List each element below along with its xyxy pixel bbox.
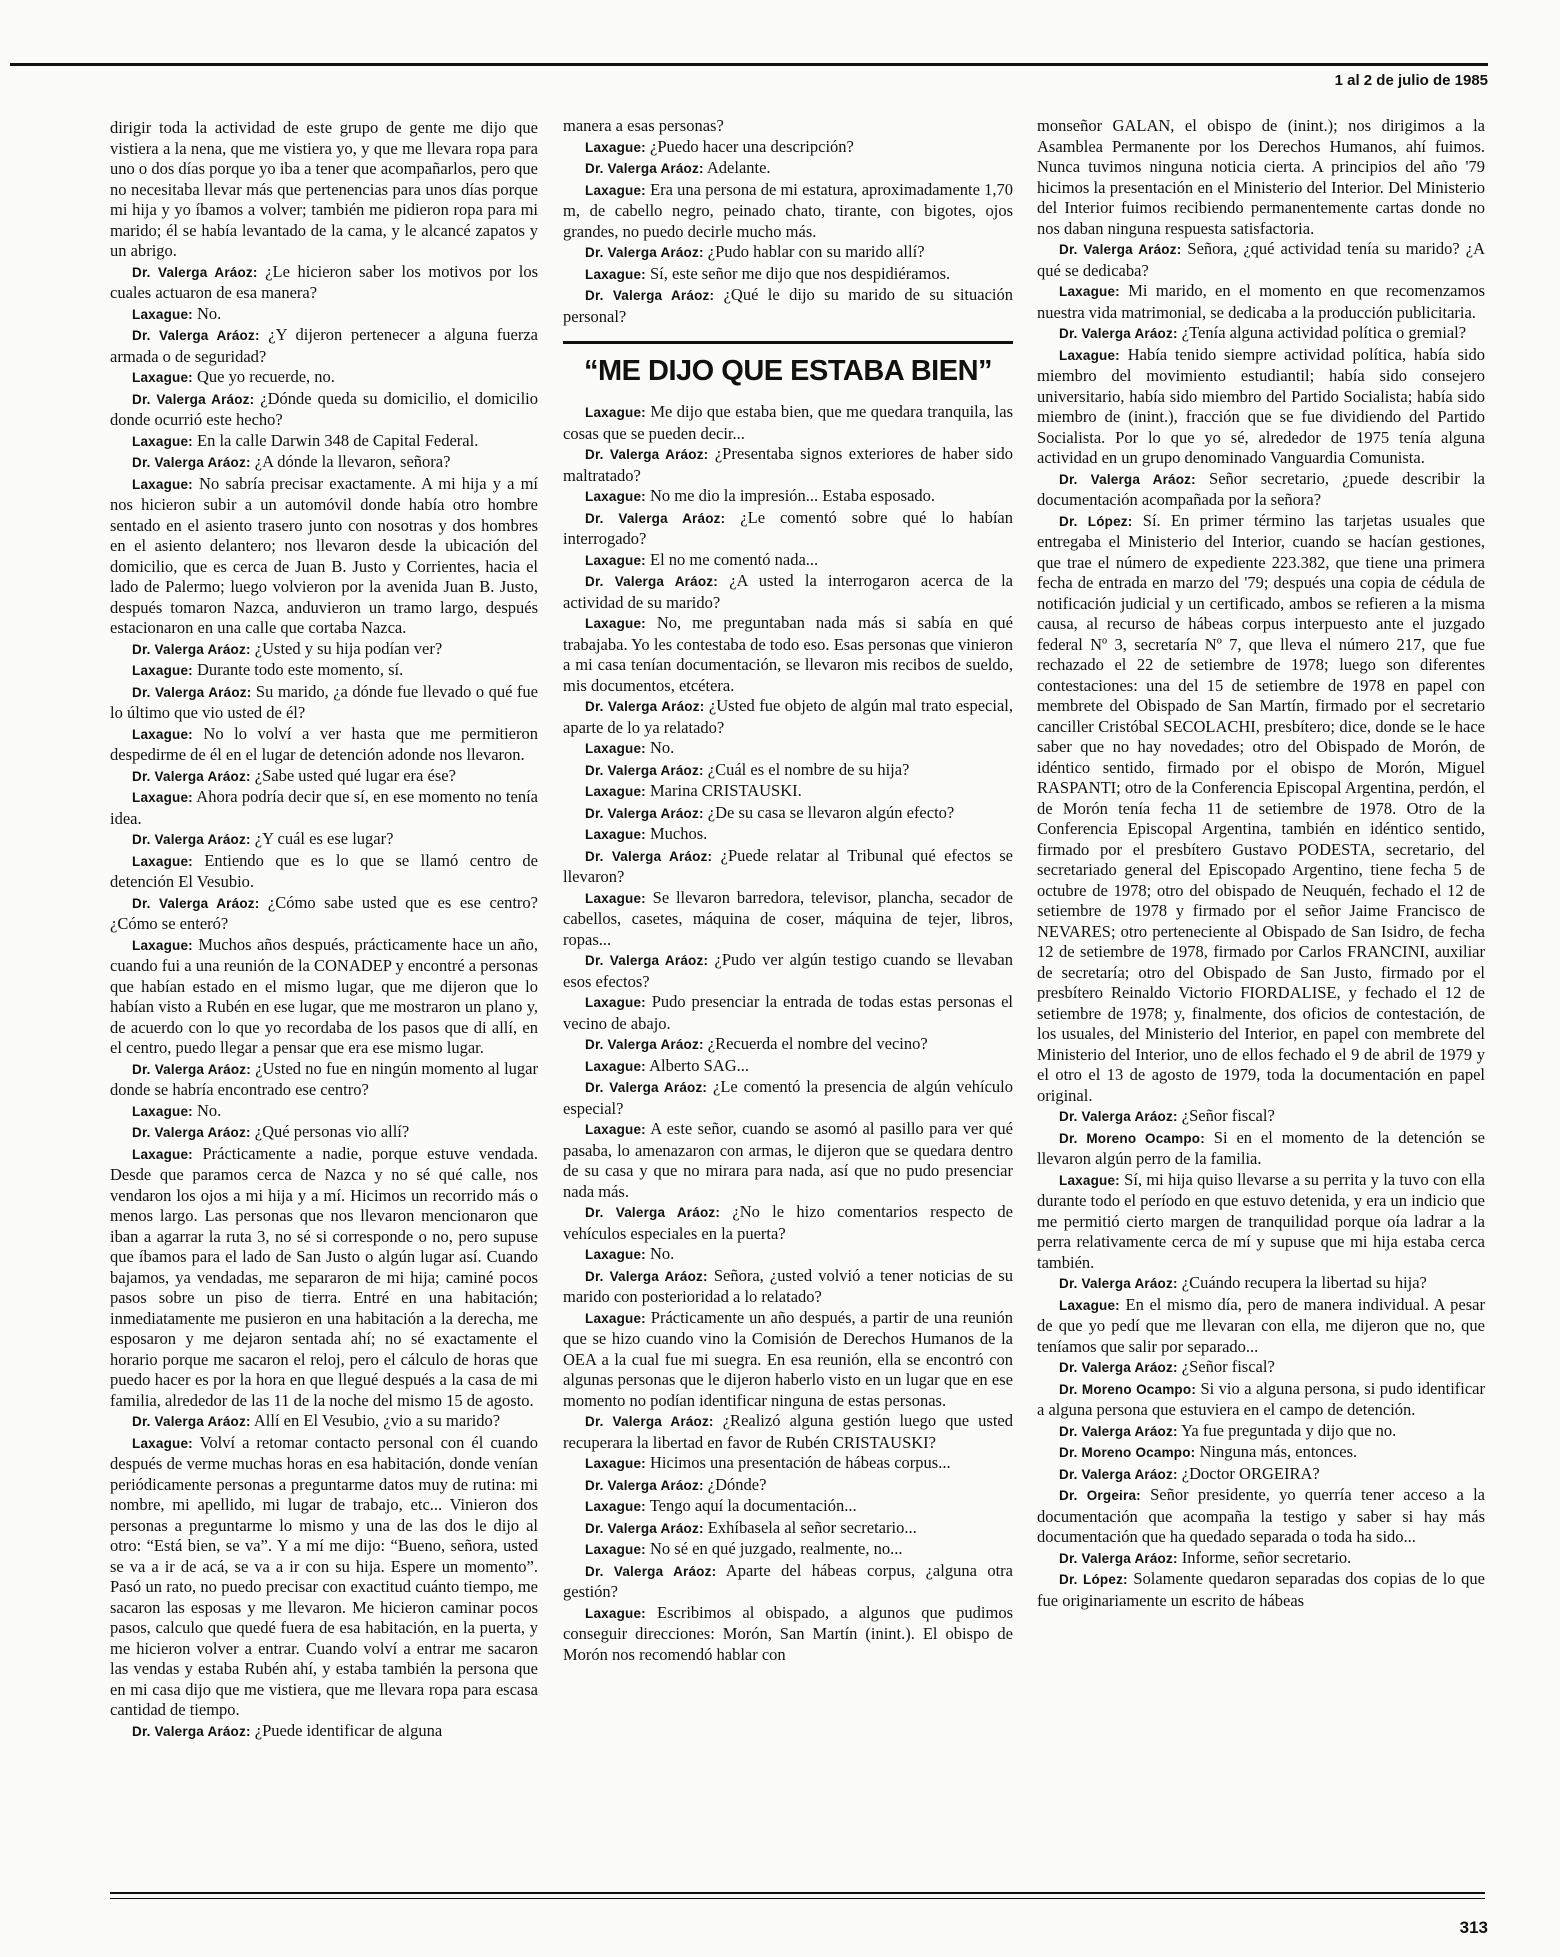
paragraph-text: ¿Puede relatar al Tribunal qué efectos se llevaron? <box>563 845 1013 886</box>
paragraph <box>110 262 538 304</box>
paragraph-text: dirigir toda la actividad de este grupo de gente me dijo que vistiera a la nena, que me vistiera yo, y que me llevara ropa para uno o dos días porque yo iba a tener que acompañarlos, pero que no necesitaba llevar más que pertenencias para unos días porque mi hija y yo íbamos a volver; también me pidieron ropa para mi marido; él se había levantado de la cama, y le alcancé zapatos y un abrigo. <box>110 118 538 260</box>
paragraph <box>110 1101 538 1123</box>
paragraph <box>563 1202 1013 1244</box>
paragraph-text: ¿Recuerda el nombre del vecino? <box>703 1034 928 1053</box>
speaker-label: Laxague: <box>132 1435 193 1451</box>
paragraph-text: Que yo recuerde, no. <box>192 367 335 386</box>
paragraph-text: Escribimos al obispado, a algunos que pudimos conseguir direcciones: Morón, San Martín (inint.). El obispo de Morón nos recomendó hablar con <box>563 1602 1013 1664</box>
paragraph <box>1037 1273 1485 1295</box>
paragraph-text: ¿Usted y su hija podían ver? <box>250 638 443 658</box>
paragraph-text: Informe, señor secretario. <box>1177 1547 1352 1567</box>
paragraph-text: Durante todo este momento, sí. <box>192 660 404 679</box>
bottom-rule-thin <box>110 1898 1485 1899</box>
speaker-label: Laxague: <box>585 890 646 906</box>
paragraph-text: Adelante. <box>703 158 771 177</box>
paragraph <box>563 508 1013 550</box>
paragraph-text: ¿Pudo hablar con su marido allí? <box>703 242 925 261</box>
paragraph-text: Sí. En primer término las tarjetas usuales que entregaba el Ministerio del Interior, cuando se hacían gestiones, que trae el número de expediente 223.382, que tiene una primera fecha de entrada en marzo del '79; después una copia de cédula de notificación judicial y un certificado, ambos se refieren a la misma causa, al recurso de hábeas corpus interpuesto ante el juzgado federal Nº 3, secretaría Nº 7, que lleva el número 217, que fue rechazado el 22 de setiembre de 1978; luego son diferentes contestaciones: una del 15 de setiembre de 1978 en papel con membrete del Obispado de San Martín, firmado por el secretario canciller Cristóbal SECOLACHI, presbítero; dice, donde se le hace saber que no hay novedades; otro del Obispado de Morón, de idéntico sentido, firmado por el obispo de Morón, Miguel RASPANTI; otro de la Conferencia Episcopal Argentina, perdón, el de Morón tenía fecha 11 de setiembre de 1978. Otro de la Conferencia Episcopal Argentina, también en idéntico sentido, firmado por el presbítero Gustavo PODESTA, secretario, del secretariado general del Episcopado Argentino, tiene fecha 5 de octubre de 1978; otro del obispado de Neuquén, fechado el 12 de setiembre de 1978 y firmado por el señor Jaime Francisco de NEVARES; otro perteneciente al Obispado de San Isidro, de fecha 12 de setiembre de 1978, firmado por Carlos FRANCINI, auxiliar de secretaría; otro del Obispado de San Justo, firmado por el presbítero Reinaldo Victorio FIORDALISE, y fechado el 12 de setiembre de 1978; y, finalmente, dos oficios de contestación, de los usuales, del Ministerio del Interior, en papel con membrete del Ministerio del Interior, uno de ellos fechado el 9 de abril de 1979 y el otro el 13 de agosto de 1979, toda la documentación en papel original. <box>1037 510 1485 1105</box>
speaker-label: Dr. Valerga Aráoz: <box>585 848 713 864</box>
paragraph-text: Tengo aquí la documentación... <box>645 1496 857 1515</box>
paragraph-text: Había tenido siempre actividad política, había sido miembro del movimiento estudiantil; había sido consejero universitario, había sido miembro del Partido Socialista; había sido miembro de (inint.), fracción que se fue dividiendo del Partido Socialista. Por lo que yo sé, alrededor de 1975 tenía alguna actividad en un grupo denominado Vanguardia Comunista. <box>1037 344 1485 467</box>
speaker-label: Dr. Valerga Aráoz: <box>585 510 726 526</box>
paragraph-text: ¿Tenía alguna actividad política o gremial? <box>1177 323 1467 342</box>
paragraph <box>1037 1569 1485 1611</box>
paragraph-text: A este señor, cuando se asomó al pasillo para ver qué pasaba, lo amenazaron con armas, le dijeron que se quedara dentro de su casa y que no mirara para nada, así que no pudo presenciar nada más. <box>563 1119 1013 1201</box>
paragraph-text: ¿Cuál es el nombre de su hija? <box>703 759 910 779</box>
paragraph <box>110 1433 538 1721</box>
paragraph <box>1037 1106 1485 1128</box>
speaker-label: Laxague: <box>132 853 193 869</box>
paragraph <box>110 935 538 1059</box>
paragraph <box>563 1475 1013 1497</box>
paragraph-text: Ninguna más, entonces. <box>1195 1442 1358 1461</box>
paragraph-text: Era una persona de mi estatura, aproximadamente 1,70 m, de cabello negro, peinado chato, tirante, con bigotes, ojos grandes, no puedo decirle mucho más. <box>563 179 1013 241</box>
speaker-label: Dr. Valerga Aráoz: <box>132 641 251 657</box>
paragraph-text: No, me preguntaban nada más si sabía en qué trabajaba. Yo les contestaba de todo eso. Esas personas que vinieron a mi casa tenían documentación, se llevaron mis recibos de sueldo, mis documentos, etcétera. <box>563 613 1013 695</box>
paragraph <box>563 992 1013 1034</box>
speaker-label: Laxague: <box>585 552 646 568</box>
speaker-label: Dr. Moreno Ocampo: <box>1059 1130 1205 1146</box>
paragraph-text: ¿Pudo ver algún testigo cuando se llevaban esos efectos? <box>563 950 1013 991</box>
paragraph-text: ¿Cuándo recupera la libertad su hija? <box>1177 1273 1427 1292</box>
paragraph-text: Solamente quedaron separadas dos copias de lo que fue originariamente un escrito de hábeas <box>1037 1569 1485 1610</box>
paragraph <box>563 1453 1013 1475</box>
speaker-label: Laxague: <box>132 726 193 742</box>
paragraph-text: Señora, ¿qué actividad tenía su marido? ¿A qué se dedicaba? <box>1037 239 1485 280</box>
paragraph <box>563 846 1013 888</box>
paragraph <box>563 1056 1013 1078</box>
issue-date: 1 al 2 de julio de 1985 <box>1334 72 1488 89</box>
paragraph-text: ¿Puede identificar de alguna <box>250 1720 443 1740</box>
paragraph <box>110 787 538 829</box>
speaker-label: Laxague: <box>585 182 646 198</box>
speaker-label: Laxague: <box>1059 284 1120 299</box>
speaker-label: Dr. López: <box>1059 1572 1128 1587</box>
speaker-label: Laxague: <box>585 1456 646 1471</box>
paragraph-text: Señor presidente, yo querría tener acceso a la documentación que acompaña la testigo y saber si hay más documentación que ha quedado separada o toda ha sido... <box>1037 1485 1485 1546</box>
paragraph <box>1037 345 1485 469</box>
speaker-label: Dr. Valerga Aráoz: <box>132 895 260 911</box>
paragraph-text: No lo volví a ver hasta que me permitieron despedirme de él en el lugar de detención adonde nos llevaron. <box>110 723 538 764</box>
speaker-label: Dr. Valerga Aráoz: <box>585 574 718 589</box>
speaker-label: Dr. Valerga Aráoz: <box>585 245 704 260</box>
speaker-label: Dr. Valerga Aráoz: <box>1059 1550 1178 1566</box>
speaker-label: Dr. Valerga Aráoz: <box>585 1037 704 1052</box>
paragraph <box>110 639 538 661</box>
speaker-label: Laxague: <box>132 1146 193 1162</box>
speaker-label: Laxague: <box>585 139 646 155</box>
paragraph <box>563 180 1013 243</box>
paragraph <box>1037 1357 1485 1379</box>
paragraph-text: Prácticamente un año después, a partir de una reunión que se hizo cuando vino la Comisión de Derechos Humanos de la OEA a la cual fue mi suegra. En esa reunión, ella se encontró con algunas personas que le dijeron haberlo visto en un lugar que en ese momento no podían identificar ninguna de estas personas. <box>563 1307 1013 1410</box>
paragraph <box>563 824 1013 846</box>
speaker-label: Laxague: <box>1059 347 1120 363</box>
paragraph-text: Alberto SAG... <box>645 1055 749 1075</box>
paragraph <box>110 474 538 639</box>
speaker-label: Laxague: <box>585 1058 646 1074</box>
paragraph <box>1037 1379 1485 1421</box>
paragraph <box>1037 323 1485 345</box>
paragraph-text: Su marido, ¿a dónde fue llevado o qué fue lo último que vio usted de él? <box>110 681 538 722</box>
speaker-label: Dr. Valerga Aráoz: <box>585 1520 704 1536</box>
paragraph <box>1037 1485 1485 1548</box>
speaker-label: Dr. Valerga Aráoz: <box>585 1080 708 1095</box>
paragraph <box>563 116 1013 137</box>
paragraph <box>563 285 1013 327</box>
paragraph <box>1037 511 1485 1107</box>
speaker-label: Laxague: <box>132 306 193 322</box>
paragraph-text: Volví a retomar contacto personal con él cuando después de verme muchas horas en esa habitación, donde venían periódicamente personas a preguntarme datos muy de rutina: mi nombre, mi apellido, mi lugar de trabajo, etc... Vinieron dos personas a preguntarme lo mismo y una de las dos le dijo al otro: “Está bien, se va”. Y a mí me dijo: “Bueno, señora, usted se va a ir de acá, se va a ir con su hija. Espere un momento”. Pasó un rato, no puedo precisar con exactitud cuánto tiempo, me sacaron las esposas y me llevaron. Me hicieron caminar pocos pasos, calculo que quedé fuera de esa habitación, en la puerta, y me hicieron volver a entrar. Cuando volví a entrar me sacaron las vendas y estaba Rubén ahí, y estaba también la persona que en mi casa dijo que me vistiera, que me llevara ropa para escasa cantidad de tiempo. <box>110 1432 538 1719</box>
paragraph <box>563 1539 1013 1561</box>
speaker-label: Dr. Valerga Aráoz: <box>585 1205 721 1220</box>
speaker-label: Dr. Valerga Aráoz: <box>1059 1360 1178 1375</box>
paragraph <box>563 571 1013 613</box>
paragraph-text: ¿Usted fue objeto de algún mal trato especial, aparte de lo ya relatado? <box>563 696 1013 737</box>
paragraph-text: ¿Le comentó la presencia de algún vehículo especial? <box>563 1077 1013 1118</box>
paragraph <box>563 1266 1013 1308</box>
paragraph <box>563 158 1013 180</box>
paragraph-text: Muchos. <box>645 824 708 843</box>
speaker-label: Dr. Valerga Aráoz: <box>1059 326 1178 341</box>
paragraph-text: Me dijo que estaba bien, que me quedara tranquila, las cosas que se pueden decir... <box>563 402 1013 443</box>
speaker-label: Dr. Valerga Aráoz: <box>132 328 260 343</box>
speaker-label: Dr. Valerga Aráoz: <box>132 1061 251 1077</box>
speaker-label: Laxague: <box>585 1499 646 1514</box>
speaker-label: Laxague: <box>585 405 646 420</box>
paragraph <box>563 738 1013 760</box>
speaker-label: Dr. Valerga Aráoz: <box>585 447 709 462</box>
paragraph-text: Ahora podría decir que sí, en ese momento no tenía idea. <box>110 787 538 828</box>
paragraph-text: monseñor GALAN, el obispo de (inint.); nos dirigimos a la Asamblea Permanente por los Derechos Humanos, ahí fuimos. Nunca tuvimos ninguna noticia cierta. A principios del año '79 hicimos la presentación en el Ministerio del Interior. Del Ministerio del Interior fuimos recibiendo permanentemente cartas donde no nos daban ninguna respuesta satisfactoria. <box>1037 116 1485 238</box>
paragraph <box>1037 1128 1485 1170</box>
paragraph <box>1037 1442 1485 1464</box>
paragraph-text: Pudo presenciar la entrada de todas estas personas el vecino de abajo. <box>563 992 1013 1033</box>
paragraph <box>563 1119 1013 1202</box>
paragraph <box>110 893 538 935</box>
paragraph-text: ¿Señor fiscal? <box>1177 1357 1275 1376</box>
paragraph <box>563 137 1013 159</box>
paragraph-text: Sí, mi hija quiso llevarse a su perrita y la tuvo con ella durante todo el período en que estuvo detenida, y era un indicio que me permitió cierto margen de tranquilidad porque oía ladrar a la perra relativamente cerca de mí y supuse que mi hija estaba cerca también. <box>1037 1169 1485 1272</box>
paragraph-text: Aparte del hábeas corpus, ¿alguna otra gestión? <box>563 1560 1013 1601</box>
paragraph <box>563 1603 1013 1666</box>
speaker-label: Dr. Valerga Aráoz: <box>132 1723 251 1739</box>
speaker-label: Dr. Valerga Aráoz: <box>1059 471 1196 487</box>
paragraph-text: Exhíbasela al señor secretario... <box>703 1517 917 1537</box>
paragraph <box>1037 1295 1485 1358</box>
paragraph <box>563 264 1013 286</box>
paragraph <box>563 803 1013 825</box>
section-headline: “ME DIJO QUE ESTABA BIEN” <box>563 341 1013 388</box>
speaker-label: Laxague: <box>132 937 193 953</box>
paragraph <box>563 888 1013 951</box>
paragraph <box>110 660 538 682</box>
speaker-label: Laxague: <box>132 370 193 385</box>
speaker-label: Laxague: <box>585 1542 646 1557</box>
column-1 <box>110 118 538 1742</box>
paragraph <box>110 682 538 724</box>
paragraph-text: manera a esas personas? <box>563 116 724 135</box>
paragraph-text: ¿Sabe usted qué lugar era ése? <box>250 765 456 785</box>
paragraph <box>110 389 538 431</box>
speaker-label: Laxague: <box>585 741 646 756</box>
speaker-label: Dr. Valerga Aráoz: <box>585 1563 717 1579</box>
speaker-label: Laxague: <box>132 1103 193 1119</box>
speaker-label: Dr. Orgeira: <box>1059 1488 1141 1503</box>
paragraph <box>563 1077 1013 1119</box>
paragraph-text: ¿Le hicieron saber los motivos por los cuales actuaron de esa manera? <box>110 261 538 302</box>
paragraph <box>563 950 1013 992</box>
paragraph <box>1037 116 1485 239</box>
paragraph-text: ¿Y dijeron pertenecer a alguna fuerza armada o de seguridad? <box>110 325 538 366</box>
paragraph <box>110 1411 538 1433</box>
speaker-label: Dr. Valerga Aráoz: <box>132 832 251 847</box>
bottom-rule <box>110 1892 1485 1894</box>
column-2 <box>563 116 1013 1665</box>
speaker-label: Dr. Valerga Aráoz: <box>585 805 704 821</box>
paragraph <box>563 1411 1013 1453</box>
paragraph-text: Si en el momento de la detención se llevaron algún perro de la familia. <box>1037 1127 1485 1168</box>
paragraph-text: Señora, ¿usted volvió a tener noticias de su marido con posterioridad a lo relatado? <box>563 1265 1013 1306</box>
speaker-label: Laxague: <box>1059 1297 1120 1313</box>
paragraph <box>110 431 538 453</box>
paragraph <box>1037 239 1485 281</box>
paragraph-text: ¿A dónde la llevaron, señora? <box>250 452 451 471</box>
paragraph-text: ¿No le hizo comentarios respecto de vehículos especiales en la puerta? <box>563 1202 1013 1243</box>
speaker-label: Dr. López: <box>1059 513 1133 529</box>
paragraph-text: El no me comentó nada... <box>645 549 819 569</box>
paragraph-text: No. <box>192 1100 222 1120</box>
speaker-label: Dr. Valerga Aráoz: <box>1059 1276 1178 1291</box>
paragraph <box>1037 281 1485 323</box>
paragraph-text: ¿Puedo hacer una descripción? <box>645 136 854 156</box>
speaker-label: Laxague: <box>585 266 646 282</box>
paragraph-text: ¿A usted la interrogaron acerca de la actividad de su marido? <box>563 571 1013 612</box>
paragraph-text: No me dio la impresión... Estaba esposado. <box>645 486 936 505</box>
paragraph <box>110 1721 538 1743</box>
speaker-label: Laxague: <box>132 790 193 805</box>
speaker-label: Dr. Valerga Aráoz: <box>1059 1466 1178 1482</box>
paragraph <box>1037 1170 1485 1274</box>
paragraph <box>110 1144 538 1412</box>
paragraph <box>563 1034 1013 1056</box>
paragraph-text: ¿Qué le dijo su marido de su situación personal? <box>563 285 1013 326</box>
column-2-bottom <box>563 402 1013 1665</box>
paragraph-text: ¿Señor fiscal? <box>1177 1106 1275 1125</box>
paragraph-text: ¿Dónde? <box>703 1474 767 1494</box>
speaker-label: Laxague: <box>585 616 646 631</box>
paragraph-text: Sí, este señor me dijo que nos despidiéramos. <box>645 263 951 283</box>
speaker-label: Laxague: <box>132 476 193 492</box>
paragraph-text: Entiendo que es lo que se llamó centro de detención El Vesubio. <box>110 850 538 891</box>
paragraph-text: Ya fue preguntada y dijo que no. <box>1177 1420 1397 1440</box>
paragraph <box>563 1561 1013 1603</box>
speaker-label: Laxague: <box>585 1122 646 1137</box>
speaker-label: Dr. Valerga Aráoz: <box>1059 1423 1178 1439</box>
paragraph-text: ¿Qué personas vio allí? <box>250 1122 410 1141</box>
column-2-top <box>563 116 1013 327</box>
speaker-label: Dr. Valerga Aráoz: <box>132 684 252 700</box>
speaker-label: Dr. Valerga Aráoz: <box>585 699 705 714</box>
paragraph <box>563 1308 1013 1412</box>
paragraph <box>110 452 538 474</box>
speaker-label: Dr. Valerga Aráoz: <box>1059 1109 1178 1124</box>
paragraph-text: Se llevaron barredora, televisor, plancha, secador de cabellos, casetes, máquina de coser, máquina de tejer, libros, ropas... <box>563 887 1013 949</box>
speaker-label: Dr. Valerga Aráoz: <box>132 1414 251 1429</box>
paragraph-text: No sabría precisar exactamente. A mi hija y a mí nos hicieron subir a un automóvil donde había otro hombre sentado en el asiento trasero junto con nosotras y dos hombres en el asiento delantero; nos llevaron desde la ubicación del domicilio, que es cerca de Juan B. Justo y Corrientes, hacia el lado de Palermo; luego volvieron por la avenida Juan B. Justo, después tomaron Nazca, anduvieron un tramo largo, después estacionaron en una calle que cortaba Nazca. <box>110 473 538 637</box>
paragraph <box>110 367 538 389</box>
paragraph <box>1037 1548 1485 1570</box>
paragraph-text: Prácticamente a nadie, porque estuve vendada. Desde que paramos cerca de Nazca y no sé qué calle, nos vendaron los ojos a mi hija y a mí. Hicimos un recorrido más o menos largo. Las personas que nos llevaron mencionaron que iban a agarrar la ruta 3, no sé si corresponde o no, pero supuse que íbamos para el lado de San Justo o algún lugar así. Cuando bajamos, ya vendadas, me separaron de mi hija; caminé pocos pasos sobre un piso de tierra. Entré en una habitación; inmediatamente me pusieron en una habitación a la derecha, me esposaron y me dejaron sentada ahí; no sé exactamente el horario porque me sacaron el reloj, pero el cálculo de horas que puedo hacer es por la hora en que llegué después a la casa de mi familia, alrededor de las 11 de la noche del mismo 15 de agosto. <box>110 1143 538 1410</box>
paragraph <box>563 550 1013 572</box>
paragraph <box>110 724 538 766</box>
paragraph <box>563 696 1013 738</box>
paragraph-text: ¿Dónde queda su domicilio, el domicilio donde ocurrió este hecho? <box>110 388 538 429</box>
paragraph-text: ¿Doctor ORGEIRA? <box>1177 1463 1320 1483</box>
speaker-label: Dr. Valerga Aráoz: <box>585 762 704 778</box>
paragraph <box>110 1122 538 1144</box>
paragraph <box>110 1059 538 1101</box>
speaker-label: Dr. Valerga Aráoz: <box>132 768 251 784</box>
paragraph-text: Marina CRISTAUSKI. <box>645 781 802 800</box>
paragraph-text: No. <box>192 303 222 323</box>
paragraph <box>110 851 538 893</box>
paragraph <box>563 1518 1013 1540</box>
paragraph <box>563 1244 1013 1266</box>
speaker-label: Laxague: <box>585 489 646 504</box>
paragraph-text: ¿Usted no fue en ningún momento al lugar donde se habría encontrado ese centro? <box>110 1058 538 1099</box>
speaker-label: Dr. Moreno Ocampo: <box>1059 1381 1197 1397</box>
paragraph <box>1037 469 1485 511</box>
speaker-label: Dr. Valerga Aráoz: <box>585 1268 708 1284</box>
paragraph <box>563 402 1013 444</box>
speaker-label: Laxague: <box>1059 1172 1120 1188</box>
paragraph <box>1037 1464 1485 1486</box>
paragraph-text: Mi marido, en el momento en que recomenzamos nuestra vida matrimonial, se dedicaba a la producción publicitaria. <box>1037 281 1485 322</box>
speaker-label: Dr. Valerga Aráoz: <box>585 1477 704 1493</box>
speaker-label: Laxague: <box>132 433 193 449</box>
speaker-label: Laxague: <box>585 1605 646 1621</box>
paragraph-text: En la calle Darwin 348 de Capital Federal. <box>192 430 479 450</box>
paragraph-text: Señor secretario, ¿puede describir la documentación acompañada por la señora? <box>1037 468 1485 509</box>
paragraph <box>563 781 1013 803</box>
paragraph <box>110 766 538 788</box>
speaker-label: Dr. Valerga Aráoz: <box>132 391 255 407</box>
paragraph <box>563 444 1013 486</box>
speaker-label: Laxague: <box>585 995 646 1010</box>
paragraph-text: ¿De su casa se llevaron algún efecto? <box>703 802 955 822</box>
paragraph-text: No sé en qué juzgado, realmente, no... <box>645 1539 903 1558</box>
paragraph-text: ¿Presentaba signos exteriores de haber sido maltratado? <box>563 444 1013 485</box>
paragraph <box>563 1496 1013 1518</box>
paragraph-text: Si vio a alguna persona, si pudo identificar a alguna persona que estuviera en el campo de detención. <box>1037 1378 1485 1419</box>
paragraph <box>110 829 538 851</box>
speaker-label: Dr. Valerga Aráoz: <box>585 953 709 968</box>
paragraph <box>563 760 1013 782</box>
paragraph-text: No. <box>645 738 675 757</box>
page-number: 313 <box>1459 1918 1488 1937</box>
paragraph <box>110 304 538 326</box>
speaker-label: Dr. Valerga Aráoz: <box>132 455 251 470</box>
speaker-label: Laxague: <box>132 663 193 678</box>
speaker-label: Laxague: <box>585 1247 646 1262</box>
speaker-label: Laxague: <box>585 784 646 799</box>
paragraph-text: Muchos años después, prácticamente hace un año, cuando fui a una reunión de la CONADEP y encontré a personas que habían estado en el mismo lugar, que me dijeron que lo habían visto a Rubén en ese lugar, que me mostraron un plano y, de acuerdo con lo que yo recordaba de los pasos que di allí, en el centro, puedo llegar a pensar que era ese mismo lugar. <box>110 934 538 1057</box>
column-3 <box>1037 116 1485 1611</box>
paragraph <box>1037 1421 1485 1443</box>
speaker-label: Laxague: <box>585 827 646 842</box>
paragraph <box>110 325 538 367</box>
paragraph <box>563 242 1013 264</box>
paragraph-text: En el mismo día, pero de manera individual. A pesar de que yo pedí que me llevaran con ella, me dijeron que no, que teníamos que salir por separado... <box>1037 1294 1485 1356</box>
paragraph-text: Allí en El Vesubio, ¿vio a su marido? <box>250 1411 501 1430</box>
speaker-label: Dr. Valerga Aráoz: <box>585 288 715 303</box>
speaker-label: Dr. Moreno Ocampo: <box>1059 1445 1196 1460</box>
speaker-label: Dr. Valerga Aráoz: <box>585 161 704 176</box>
speaker-label: Dr. Valerga Aráoz: <box>132 264 258 280</box>
paragraph-text: ¿Realizó alguna gestión luego que usted recuperara la libertad en favor de Rubén CRISTAUSKI? <box>563 1411 1013 1452</box>
paragraph-text: Hicimos una presentación de hábeas corpus... <box>645 1453 951 1472</box>
speaker-label: Dr. Valerga Aráoz: <box>1059 242 1182 257</box>
paragraph-text: ¿Cómo sabe usted que es ese centro? ¿Cómo se enteró? <box>110 892 538 933</box>
speaker-label: Dr. Valerga Aráoz: <box>132 1125 251 1140</box>
paragraph <box>563 486 1013 508</box>
top-rule <box>10 63 1488 66</box>
paragraph-text: No. <box>645 1244 675 1263</box>
speaker-label: Laxague: <box>585 1310 646 1326</box>
paragraph <box>110 118 538 262</box>
speaker-label: Dr. Valerga Aráoz: <box>585 1414 714 1429</box>
paragraph <box>563 613 1013 696</box>
paragraph-text: ¿Y cuál es ese lugar? <box>250 829 394 848</box>
paragraph-text: ¿Le comentó sobre qué lo habían interrogado? <box>563 507 1014 548</box>
